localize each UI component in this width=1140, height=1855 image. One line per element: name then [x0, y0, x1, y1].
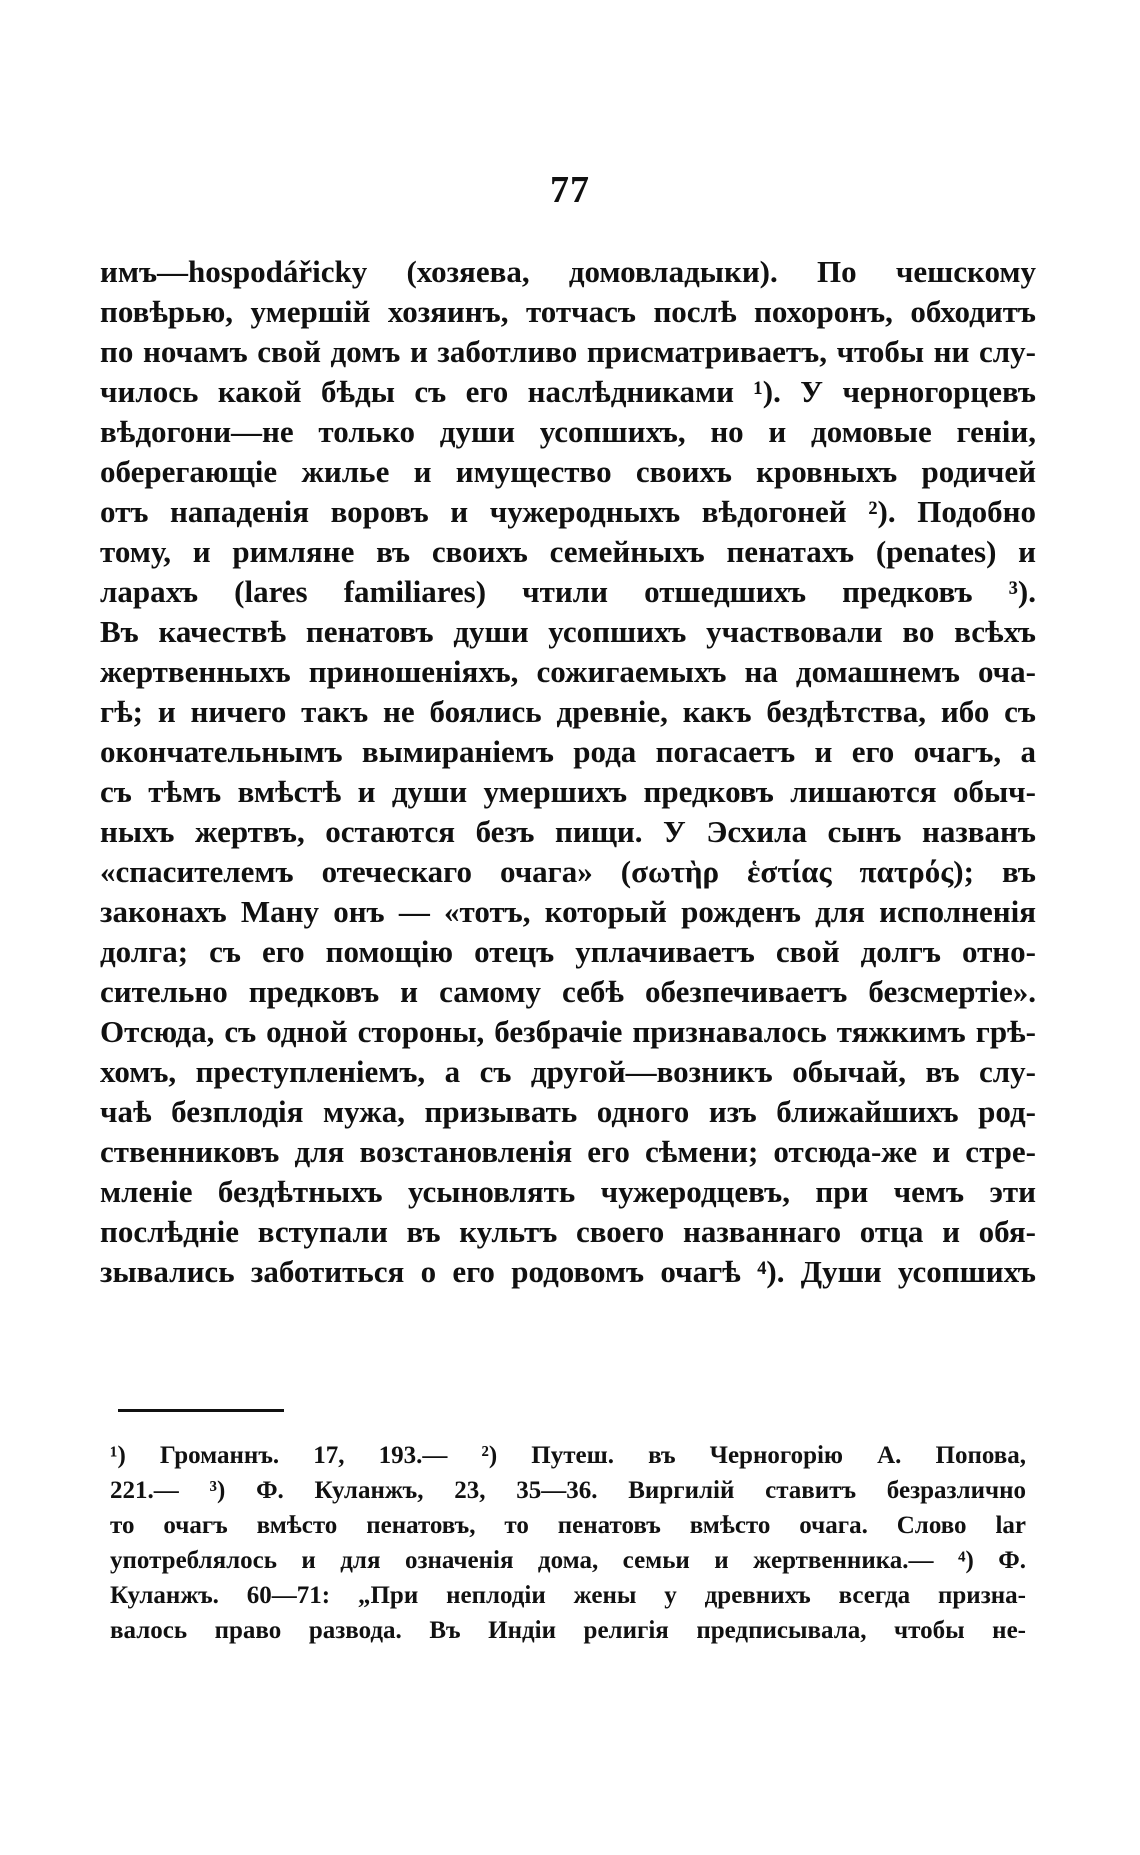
footnote-divider [118, 1409, 284, 1412]
text-line: тому, и римляне въ своихъ семейныхъ пенатахъ (penates) и [100, 534, 1036, 569]
text-line: съ тѣмъ вмѣстѣ и души умершихъ предковъ лишаются обыч- [100, 774, 1036, 809]
text-line: жертвенныхъ приношеніяхъ, сожигаемыхъ на домашнемъ оча- [100, 654, 1036, 689]
text-line: мленіе бездѣтныхъ усыновлять чужеродцевъ, при чемъ эти [100, 1174, 1036, 1209]
text-line: отъ нападенія воровъ и чужеродныхъ вѣдогоней ²). Подобно [100, 494, 1036, 529]
text-line: чаѣ безплодія мужа, призывать одного изъ ближайшихъ род- [100, 1094, 1036, 1129]
footnote-line: 221.— ³) Ф. Куланжъ, 23, 35—36. Виргилій ставитъ безразлично [110, 1477, 1026, 1504]
text-line: оберегающіе жилье и имущество своихъ кровныхъ родичей [100, 454, 1036, 489]
footnote-line: употреблялось и для означенія дома, семьи и жертвенника.— ⁴) Ф. [110, 1547, 1026, 1574]
text-line: сительно предковъ и самому себѣ обезпечиваетъ безсмертіе». [100, 974, 1036, 1009]
text-line: гѣ; и ничего такъ не боялись древніе, какъ бездѣтства, ибо съ [100, 694, 1036, 729]
text-line: хомъ, преступленіемъ, а съ другой—возникъ обычай, въ слу- [100, 1054, 1036, 1089]
text-line: повѣрью, умершій хозяинъ, тотчасъ послѣ похоронъ, обходитъ [100, 294, 1036, 329]
main-text [100, 252, 1036, 1292]
footnote-line: то очагъ вмѣсто пенатовъ, то пенатовъ вмѣсто очага. Слово lar [110, 1512, 1026, 1539]
footnotes [110, 1438, 1026, 1648]
text-line: окончательнымъ вымираніемъ рода погасаетъ и его очагъ, а [100, 734, 1036, 769]
text-line: по ночамъ свой домъ и заботливо присматриваетъ, чтобы ни слу- [100, 334, 1036, 369]
text-line: чилось какой бѣды съ его наслѣдниками ¹). У черногорцевъ [100, 374, 1036, 409]
text-line: зывались заботиться о его родовомъ очагѣ ⁴). Души усопшихъ [100, 1254, 1036, 1289]
text-line: имъ—hospodářicky (хозяева, домовладыки). По чешскому [100, 254, 1036, 289]
text-line: вѣдогони—не только души усопшихъ, но и домовые геніи, [100, 414, 1036, 449]
text-line: ныхъ жертвъ, остаются безъ пищи. У Эсхила сынъ названъ [100, 814, 1036, 849]
text-line: послѣдніе вступали въ культъ своего названнаго отца и обя- [100, 1214, 1036, 1249]
text-line: ларахъ (lares familiares) чтили отшедшихъ предковъ ³). [100, 574, 1036, 609]
footnote-line: ¹) Громаннъ. 17, 193.— ²) Путеш. въ Черногорію А. Попова, [110, 1442, 1026, 1469]
text-line: «спасителемъ отеческаго очага» (σωτὴρ ἑστίας πατρός); въ [100, 854, 1036, 889]
text-line: долга; съ его помощію отецъ уплачиваетъ свой долгъ отно- [100, 934, 1036, 969]
text-line: законахъ Ману онъ — «тотъ, который рожденъ для исполненія [100, 894, 1036, 929]
footnote-line: Куланжъ. 60—71: „При неплодіи жены у древнихъ всегда призна- [110, 1582, 1026, 1609]
page-number: 77 [550, 169, 590, 211]
footnote-line: валось право развода. Въ Индіи религія предписывала, чтобы не- [110, 1617, 1026, 1644]
text-line: Отсюда, съ одной стороны, безбрачіе признавалось тяжкимъ грѣ- [100, 1014, 1036, 1049]
text-line: Въ качествѣ пенатовъ души усопшихъ участвовали во всѣхъ [100, 614, 1036, 649]
text-line: ственниковъ для возстановленія его сѣмени; отсюда-же и стре- [100, 1134, 1036, 1169]
